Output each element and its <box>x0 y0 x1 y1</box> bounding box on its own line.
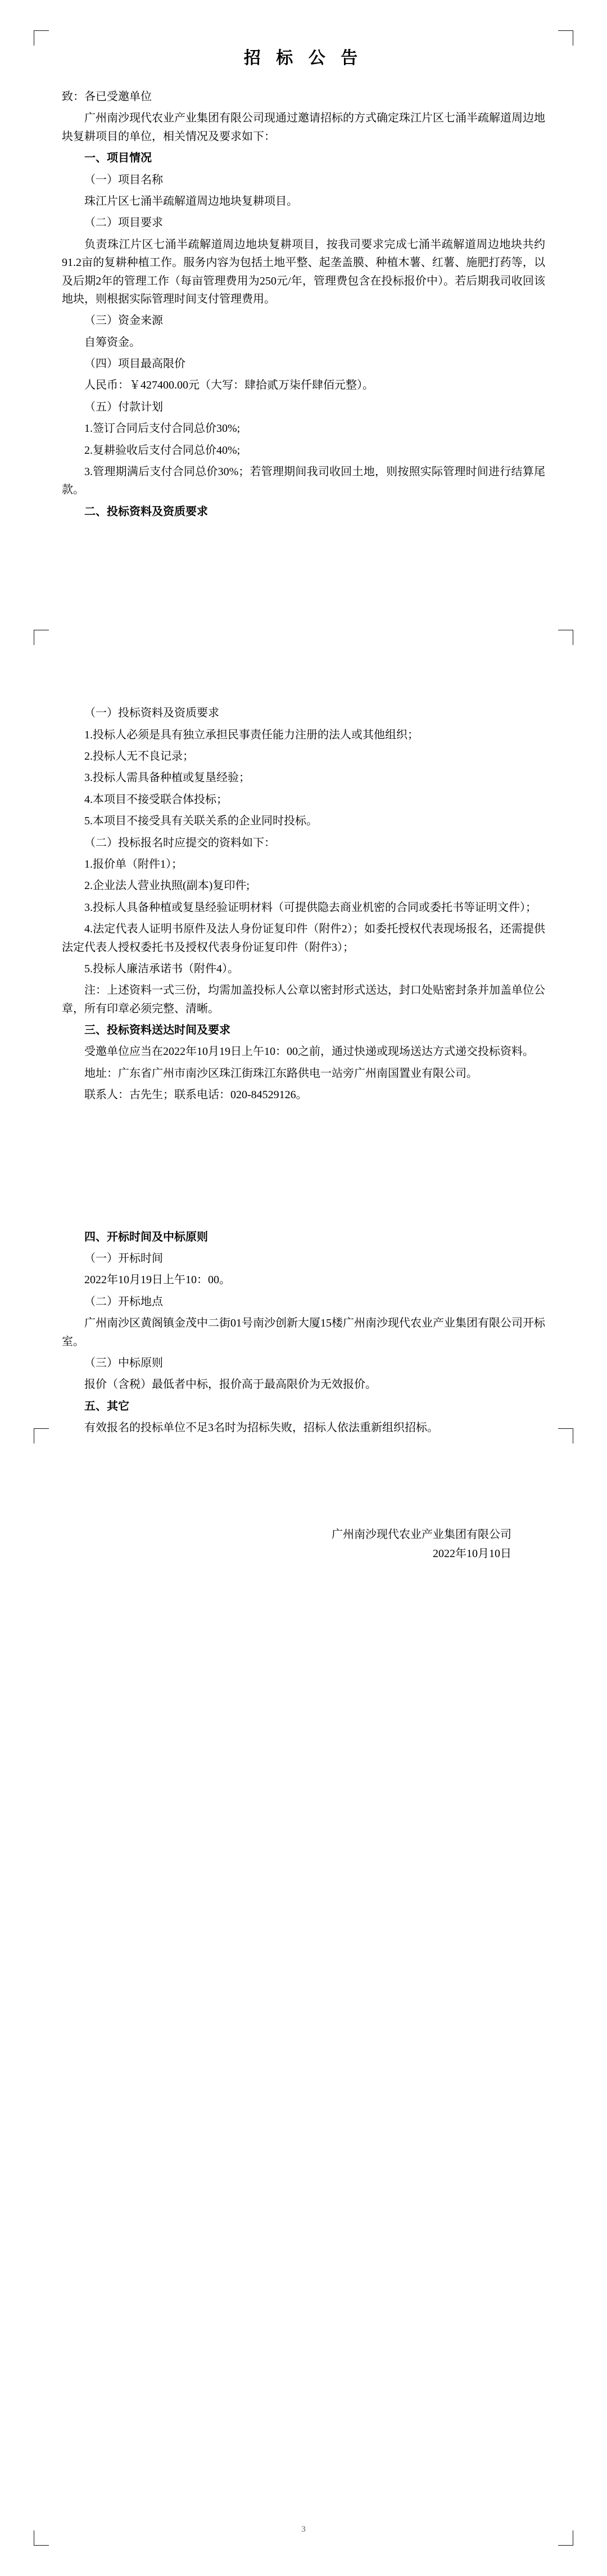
section-2-item-0-line-1: 2.投标人无不良记录； <box>84 750 194 763</box>
section-4-item-2-label: （三）中标原则 <box>84 1356 163 1369</box>
section-2-item-1-line-1: 2.企业法人营业执照(副本)复印件; <box>84 879 250 892</box>
signature-company: 广州南沙现代农业产业集团有限公司 <box>332 1528 511 1541</box>
section-1-item-1-label: （二）项目要求 <box>84 216 163 229</box>
section-2-item-0-line-2: 3.投标人需具备种植或复垦经验； <box>84 772 250 784</box>
page-number: 3 <box>301 2525 306 2534</box>
section-2-item-1-label: （二）投标报名时应提交的资料如下： <box>84 836 275 849</box>
section-2-item-0-label: （一）投标资料及资质要求 <box>84 707 219 720</box>
section-1-item-0-label: （一）项目名称 <box>84 173 163 186</box>
section-2-item-0-line-4: 5.本项目不接受具有关联关系的企业同时投标。 <box>84 815 318 828</box>
section-1-item-1-line-0: 负责珠江片区七涌半疏解道周边地块复耕项目，按我司要求完成七涌半疏解道周边地块共约91.2亩的复耕种植工作。服务内容为包括土地平整、起垄盖膜、种植木薯、红薯、施肥打药等，以及后期2年的管理工作（每亩管理费用为250元/年，管理费包含在投标报价中）。若后期我司收回该地块，则根据实际管理时间支付管理费用。 <box>62 238 545 305</box>
section-2-item-0-line-0: 1.投标人必须是具有独立承担民事责任能力注册的法人或其他组织； <box>84 728 419 741</box>
section-4-item-1-line-0: 广州南沙区黄阁镇金茂中二街01号南沙创新大厦15楼广州南沙现代农业产业集团有限公司开标室。 <box>62 1317 545 1348</box>
section-heading-3: 三、投标资料送达时间及要求 <box>84 1024 230 1037</box>
section-2-note: 注：上述资料一式三份，均需加盖投标人公章以密封形式送达，封口处贴密封条并加盖单位公章，所有印章必须完整、清晰。 <box>62 984 545 1015</box>
section-2-item-1-line-4: 5.投标人廉洁承诺书（附件4）。 <box>84 962 239 975</box>
page-title: 招 标 公 告 <box>243 49 364 67</box>
section-2-item-1-line-0: 1.报价单（附件1）； <box>84 858 183 870</box>
section-heading-1: 一、项目情况 <box>84 152 152 165</box>
page-break-gap-1 <box>62 524 545 704</box>
section-2-item-0-line-3: 4.本项目不接受联合体投标； <box>84 793 228 806</box>
section-4-item-0-line-0: 2022年10月19日上午10：00。 <box>84 1274 230 1287</box>
signature-date: 2022年10月10日 <box>433 1547 511 1560</box>
section-1-item-4-line-1: 2.复耕验收后支付合同总价40%; <box>84 444 241 457</box>
section-4-item-2-line-0: 报价（含税）最低者中标，报价高于最高限价为无效报价。 <box>84 1378 377 1391</box>
signature-gap <box>62 1441 545 1525</box>
section-1-item-2-line-0: 自筹资金。 <box>84 336 141 349</box>
section-2-item-1-line-2: 3.投标人具备种植或复垦经验证明材料（可提供隐去商业机密的合同或委托书等证明文件）； <box>84 901 537 914</box>
page-break-gap-2 <box>62 1108 545 1226</box>
section-1-item-2-label: （三）资金来源 <box>84 314 163 327</box>
section-4-item-1-label: （二）开标地点 <box>84 1295 163 1308</box>
section-2-item-1-line-3: 4.法定代表人证明书原件及法人身份证复印件（附件2）；如委托授权代表现场报名，还需提供法定代表人授权委托书及授权代表身份证复印件（附件3）； <box>62 923 545 954</box>
section-3-line-0: 受邀单位应当在2022年10月19日上午10：00之前，通过快递或现场送达方式递交投标资料。 <box>84 1045 534 1058</box>
section-5-line-0: 有效报名的投标单位不足3名时为招标失败，招标人依法重新组织招标。 <box>84 1422 438 1434</box>
section-1-item-4-label: （五）付款计划 <box>84 400 163 413</box>
crop-mark-mid-left-1 <box>34 630 49 645</box>
crop-mark-mid-left-2 <box>34 1428 49 1443</box>
section-1-item-3-line-0: 人民币：￥427400.00元（大写：肆拾贰万柒仟肆佰元整）。 <box>84 379 374 392</box>
section-1-item-3-label: （四）项目最高限价 <box>84 358 185 371</box>
section-heading-5: 五、其它 <box>84 1400 129 1413</box>
crop-mark-mid-right-2 <box>558 1428 573 1443</box>
section-3-address: 地址：广东省广州市南沙区珠江街珠江东路供电一站旁广州南国置业有限公司。 <box>84 1067 478 1080</box>
intro-paragraph: 广州南沙现代农业产业集团有限公司现通过邀请招标的方式确定珠江片区七涌半疏解道周边地块复耕项目的单位，相关情况及要求如下： <box>62 112 545 143</box>
section-1-item-4-line-0: 1.签订合同后支付合同总价30%; <box>84 422 241 435</box>
salutation: 致：各已受邀单位 <box>62 91 152 103</box>
section-heading-4: 四、开标时间及中标原则 <box>84 1230 208 1243</box>
section-heading-2: 二、投标资料及资质要求 <box>84 505 208 518</box>
section-3-contact: 联系人：古先生；联系电话：020-84529126。 <box>84 1089 307 1102</box>
section-1-item-0-line-0: 珠江片区七涌半疏解道周边地块复耕项目。 <box>84 195 298 207</box>
crop-mark-top-left <box>34 30 49 46</box>
section-1-item-4-line-2: 3.管理期满后支付合同总价30%；若管理期间我司收回土地，则按照实际管理时间进行结算尾款。 <box>62 466 545 497</box>
crop-mark-top-right <box>558 30 573 46</box>
crop-mark-mid-right-1 <box>558 630 573 645</box>
section-4-item-0-label: （一）开标时间 <box>84 1252 163 1265</box>
